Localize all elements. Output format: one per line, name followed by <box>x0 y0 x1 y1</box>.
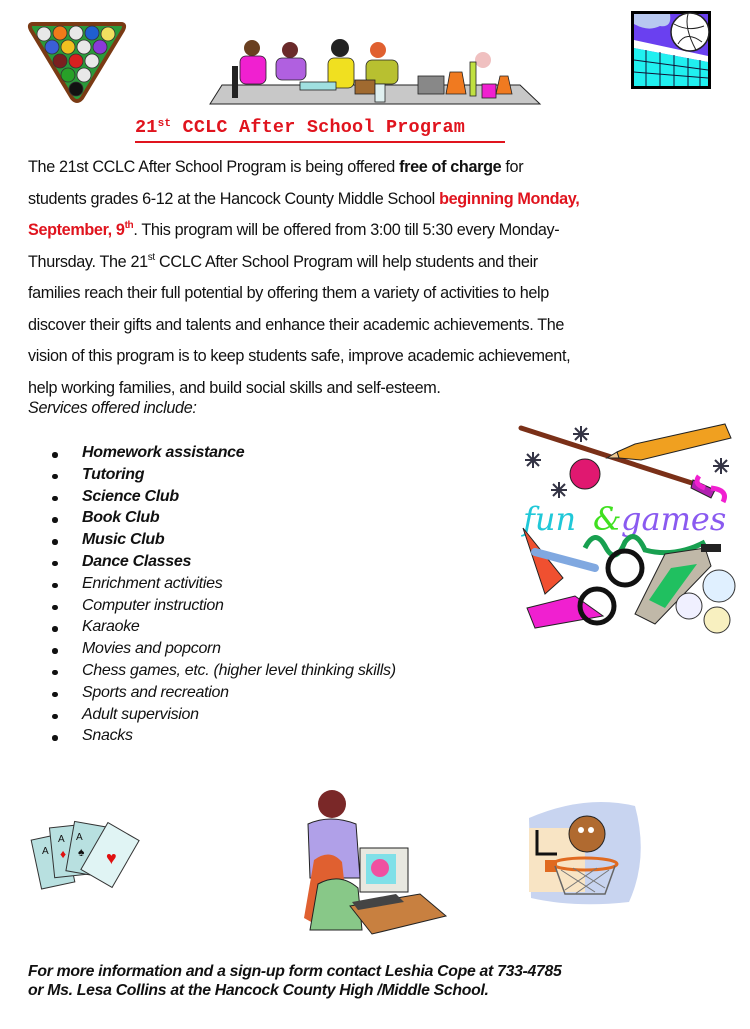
contact-line-2: or Ms. Lesa Collins at the Hancock County High /Middle School. <box>28 982 489 999</box>
list-item: Sports and recreation <box>52 684 396 706</box>
billiard-rack-clipart <box>27 20 127 104</box>
list-item: Movies and popcorn <box>52 640 396 662</box>
list-item: Adult supervision <box>52 706 396 728</box>
playing-cards-clipart <box>30 818 145 906</box>
fun-and-games-clipart <box>515 418 743 643</box>
bullet-icon <box>52 670 58 676</box>
list-item: Karaoke <box>52 618 396 640</box>
list-item: Book Club <box>52 509 396 531</box>
bullet-icon <box>52 561 58 567</box>
contact-line-1: For more information and a sign-up form contact Leshia Cope at 733-4785 <box>28 963 562 980</box>
bullet-icon <box>52 583 58 589</box>
bullet-icon <box>52 517 58 523</box>
bullet-icon <box>52 692 58 698</box>
list-item: Homework assistance <box>52 444 396 466</box>
list-item: Music Club <box>52 531 396 553</box>
services-heading: Services offered include: <box>28 399 197 417</box>
fun-text: fun <box>523 500 577 538</box>
svg-text:♦: ♦ <box>60 847 67 861</box>
svg-text:games: games <box>621 500 727 538</box>
basketball-hoop-clipart <box>525 798 645 908</box>
bullet-icon <box>52 539 58 545</box>
intro-paragraph: The 21st CCLC After School Program is being offered free of charge for students grades 6-12 at the Hancock County Middle School beginning Monday, September, 9th. This program will be offered from 3:00 till 5:30 every Monday- Thursday. The 21st CCLC After School Program will help students and their families reach their full potential by offering them a variety of activities to help discover their gifts and talents and enhance their academic achievements. The vision of this program is to keep students safe, improve academic achievement, help working families, and build social skills and self-esteem. <box>28 158 580 397</box>
computer-lesson-clipart <box>300 788 450 938</box>
list-item: Chess games, etc. (higher level thinking skills) <box>52 662 396 684</box>
bullet-icon <box>52 496 58 502</box>
bullet-icon <box>52 714 58 720</box>
svg-text:A: A <box>76 832 83 843</box>
svg-text:A: A <box>58 834 65 845</box>
title-underline <box>135 141 505 143</box>
svg-text:♠: ♠ <box>78 845 85 859</box>
svg-text:A: A <box>42 846 49 857</box>
list-item: Tutoring <box>52 466 396 488</box>
svg-text:♥: ♥ <box>106 848 117 868</box>
bullet-icon <box>52 626 58 632</box>
list-item: Dance Classes <box>52 553 396 575</box>
list-item: Enrichment activities <box>52 575 396 597</box>
list-item: Science Club <box>52 488 396 510</box>
bullet-icon <box>52 605 58 611</box>
bullet-icon <box>52 452 58 458</box>
science-lab-clipart <box>200 38 545 110</box>
services-list <box>52 444 396 749</box>
page-title: 21st CCLC After School Program <box>135 117 466 138</box>
list-item: Computer instruction <box>52 597 396 619</box>
list-item: Snacks <box>52 727 396 749</box>
svg-text:&: & <box>593 500 622 538</box>
contact-footer <box>28 962 561 1000</box>
bullet-icon <box>52 474 58 480</box>
volleyball-clipart <box>630 10 712 90</box>
bullet-icon <box>52 735 58 741</box>
bullet-icon <box>52 648 58 654</box>
